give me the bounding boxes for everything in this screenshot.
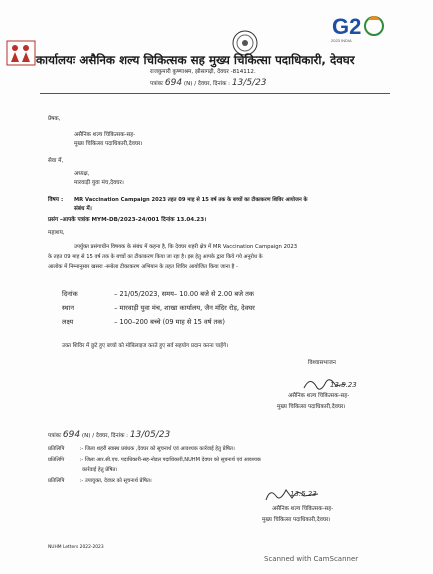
copy-line	[48, 457, 261, 465]
sender-label: प्रेषक,	[48, 116, 61, 122]
office-title: कार्यालयः असैनिक शल्य चिकित्सक सह मुख्य चिकित्सा पदाधिकारी, देवघर	[36, 53, 355, 67]
header-reference	[150, 80, 267, 89]
signatory-1-line-1: असैनिक शल्य चिकित्सक-सह-	[288, 393, 350, 399]
scanner-watermark: Scanned with CamScanner	[264, 555, 359, 563]
copy-text: :- जिला आर.सी.एच. पदाधिकारी-सह-नोडल पदाधिकारी,NUHM देवघर को सूचनार्थ एवं आवश्यक	[79, 457, 261, 463]
salutation: महाशय,	[48, 230, 65, 236]
reference-line: प्रसंग -आपके पत्रांक MYM-DB/2023-24/001 दिनांक 13.04.23।	[48, 217, 207, 223]
memo-ref-date: 13/05/23	[129, 430, 171, 440]
memo-reference	[48, 432, 170, 441]
body-para-1-line-3: आलोक में निम्नानुसार खसरा -रूबेला टीकाकरण अभियान के तहत शिविर आयोजित किया जाना है -	[48, 264, 238, 270]
signature-2-date: 13.5.23	[290, 490, 317, 498]
ref-date: 13/5/23	[231, 78, 267, 88]
subject-label: विषय :	[48, 197, 64, 203]
copy-label: प्रतिलिपि	[48, 478, 65, 484]
subject-text-1: MR Vaccination Campaign 2023 तहत 09 माह से 15 वर्ष तक के बच्चों का टीकाकरण शिविर आयोजन के	[74, 197, 308, 203]
detail-row	[62, 289, 254, 298]
ref-label: पत्रांकः	[150, 81, 164, 87]
signatory-1-line-2: मुख्य चिकित्सा पदाधिकारी,देवघर।	[277, 404, 346, 410]
ref-number: 694	[164, 78, 183, 88]
detail-label: स्थान	[62, 304, 75, 312]
subject-text-2: संबंध में।	[74, 206, 92, 212]
body-para-2: उक्त शिविर में छुटे हुए बच्चो को मोबिलाइज करते हुए सर्व सहयोग प्रदान करना चाहेंगे।	[62, 343, 229, 349]
detail-value: – 21/05/2023, समय– 10.00 बजे से 2.00 बजे तक	[114, 290, 254, 298]
signatory-2-line-1: असैनिक शल्य चिकित्सक-सह-	[272, 506, 334, 512]
memo-ref-suffix: (N) / देवघर, दिनांक :	[81, 433, 129, 439]
memo-ref-number: 694	[62, 430, 81, 440]
detail-row	[62, 303, 255, 312]
detail-row	[62, 317, 225, 326]
detail-value: – मारवाड़ी युवा मंच, शाखा कार्यालय, जैन मंदिर रोड़, देवघर	[114, 304, 255, 312]
memo-ref-label: पत्रांकः	[48, 433, 62, 439]
body-para-1-line-1: उपर्युक्त प्रसंगाधीन विषयक के संबंध में कहना है, कि देवघर शहरी क्षेत्र में MR Vaccination Campaign 2023	[74, 244, 298, 250]
recipient-line-1: अध्यक्ष,	[74, 171, 90, 177]
sender-line-2: मुख्य चिकित्सा पदाधिकारी,देवघर।	[74, 141, 143, 147]
office-address: राजकुमारी कुष्णाश्रम, झौसागढ़ी, देवघर -814112.	[150, 69, 256, 75]
detail-label: दिनांक	[62, 290, 78, 298]
recipient-line-2: मारवाड़ी युवा मंच,देवघर।	[74, 180, 124, 186]
g20-logo	[330, 10, 386, 44]
g20-lotus-icon	[330, 10, 386, 44]
copy-text: :- जिला शहरी स्वास्थ प्रबंधक ,देवघर को सूचनार्थ एवं आवश्यक कार्रवाई हेतु प्रेषित।	[79, 446, 235, 452]
copy-text: कार्रवाई हेतु प्रेषित।	[82, 467, 118, 473]
header-divider	[40, 93, 390, 94]
copy-text: :- उपायुक्त, देवघर को सूचनार्थ प्रेषित।	[79, 478, 152, 484]
copy-line	[82, 467, 117, 475]
detail-label: लक्ष्य	[62, 318, 74, 326]
copy-label: प्रतिलिपि	[48, 446, 65, 452]
signature-1-date: 13.5.23	[330, 381, 357, 389]
copy-label: प्रतिलिपि	[48, 457, 65, 463]
closing: विश्वासभाजन	[308, 360, 336, 366]
detail-value: – 100–200 बच्चे (09 माह से 15 वर्ष तक)	[114, 318, 225, 326]
body-para-1-line-2: के तहत 09 माह से 15 वर्ष तक के बच्चों का टीकाकरण किया जा रहा है। इस हेतु आपके द्वारा किये गये अनुरोध के	[48, 254, 263, 260]
svg-text:G2: G2	[332, 14, 362, 39]
copy-line	[48, 478, 152, 486]
svg-text:2023 INDIA: 2023 INDIA	[331, 38, 352, 43]
signatory-2-line-2: मुख्य चिकित्सा पदाधिकारी,देवघर।	[262, 517, 331, 523]
copy-line	[48, 446, 235, 454]
recipient-label: सेवा में,	[48, 158, 64, 164]
footer-left: NUHM Letters 2022-2023	[48, 545, 104, 550]
health-emblem-icon	[6, 40, 36, 66]
sender-line-1: असैनिक शल्य चिकित्सक-सह-	[74, 132, 136, 138]
ref-suffix: (N) / देवघर, दिनांक :	[183, 81, 231, 87]
